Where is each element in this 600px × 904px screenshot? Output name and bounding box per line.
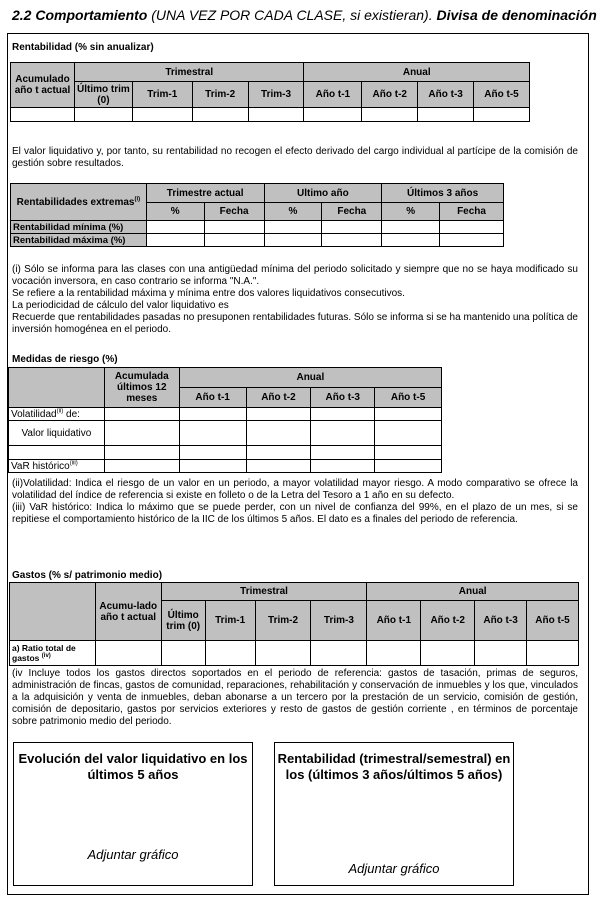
cell-empty — [311, 641, 367, 666]
cell-empty — [311, 421, 375, 446]
section-title-subtitle: (UNA VEZ POR CADA CLASE, si existieran). — [147, 7, 437, 23]
cell-empty — [204, 234, 264, 247]
col-ultimos-3: Últimos 3 años — [382, 184, 504, 203]
cell-empty — [527, 641, 579, 666]
cell-empty — [367, 641, 421, 666]
row-rentabilidad-minima: Rentabilidad mínima (%) — [11, 221, 147, 234]
cell-empty — [104, 446, 179, 460]
row-ratio-gastos — [10, 641, 96, 666]
table-row — [11, 234, 504, 247]
col-anio-5: Año t-5 — [527, 601, 579, 641]
row-volatilidad — [9, 408, 105, 421]
col-trimestre-actual: Trimestre actual — [146, 184, 264, 203]
cell-empty — [179, 421, 246, 446]
gastos-table — [9, 582, 579, 666]
cell-empty — [440, 221, 504, 234]
nota-iii: (iii) VaR histórico: Indica lo máximo que se puede perder, con un nivel de confianza del 99%, en el plazo de un mes, si se repitiese el comportamiento histórico de la IIC de los últimos 5 años. El dato es a finales del periodo de referencia. — [12, 502, 578, 525]
gastos-heading: Gastos (% s/ patrimonio medio) — [12, 570, 163, 581]
col-gastos-empty — [10, 583, 96, 641]
cell-empty — [375, 408, 442, 421]
cell-empty — [255, 641, 311, 666]
col-pct: % — [146, 203, 204, 221]
notas-i — [12, 264, 578, 336]
col-anio-1: Año t-1 — [179, 388, 246, 408]
col-anio-3: Año t-3 — [311, 388, 375, 408]
rentabilidad-heading: Rentabilidad (% sin anualizar) — [12, 42, 154, 53]
nota-valor-liquidativo: El valor liquidativo y, por tanto, su rentabilidad no recogen el efecto derivado del cargo individual al partícipe de la comisión de gestión sobre resultados. — [12, 146, 578, 169]
col-acumulado: Acumulado año t actual — [11, 63, 75, 108]
col-ultimo-trim: Último trim (0) — [74, 82, 132, 108]
cell-empty — [362, 108, 418, 122]
cell-empty — [264, 221, 322, 234]
cell-empty — [375, 421, 442, 446]
cell-empty — [311, 460, 375, 473]
col-riesgo-empty — [9, 368, 105, 408]
cell-empty — [95, 641, 161, 666]
cell-empty — [322, 234, 382, 247]
col-trim-2: Trim-2 — [192, 82, 248, 108]
volatilidad-sup: (ii) — [56, 408, 64, 415]
row-valor-liquidativo: Valor liquidativo — [9, 421, 105, 446]
cell-empty — [418, 108, 474, 122]
row-var-historico — [9, 460, 105, 473]
extremas-table — [10, 183, 504, 247]
col-anio-2: Año t-2 — [362, 82, 418, 108]
grafico-evolucion-title: Evolución del valor liquidativo en los últimos 5 años — [18, 751, 248, 782]
var-sup: (iii) — [69, 460, 78, 467]
col-anio-3: Año t-3 — [475, 601, 527, 641]
col-anual: Anual — [367, 583, 579, 601]
cell-empty — [322, 221, 382, 234]
cell-empty — [204, 221, 264, 234]
section-title — [12, 7, 597, 23]
cell-empty — [146, 221, 204, 234]
cell-empty — [246, 460, 311, 473]
col-trim-1: Trim-1 — [205, 601, 255, 641]
col-anio-2: Año t-2 — [246, 388, 311, 408]
volatilidad-label: Volatilidad — [11, 408, 57, 420]
nota-ii: (ii)Volatilidad: Indica el riesgo de un valor en un periodo, a mayor volatilidad mayor riesgo. A modo comparativo se ofrece la volatilidad del índice de referencia si existe en folleto o de la Letra del Tesoro a 1 año en su defecto. — [12, 478, 578, 501]
cell-empty — [311, 446, 375, 460]
col-anio-1: Año t-1 — [367, 601, 421, 641]
cell-empty — [179, 460, 246, 473]
cell-empty — [9, 446, 105, 460]
col-anio-5: Año t-5 — [375, 388, 442, 408]
grafico-rentabilidad-title: Rentabilidad (trimestral/semestral) en los (últimos 3 años/últimos 5 años) — [277, 751, 511, 782]
col-trim-1: Trim-1 — [132, 82, 192, 108]
cell-empty — [264, 234, 322, 247]
col-pct: % — [264, 203, 322, 221]
table-row — [11, 108, 530, 122]
cell-empty — [11, 108, 75, 122]
table-row — [11, 221, 504, 234]
cell-empty — [382, 221, 440, 234]
table-row — [9, 408, 442, 421]
cell-empty — [104, 408, 179, 421]
adjuntar-grafico-left: Adjuntar gráfico — [87, 847, 179, 862]
cell-empty — [311, 408, 375, 421]
extremas-sup: (i) — [134, 196, 141, 203]
cell-empty — [382, 234, 440, 247]
grafico-evolucion-box — [13, 742, 253, 886]
cell-empty — [74, 108, 132, 122]
col-fecha: Fecha — [322, 203, 382, 221]
nota-i-3: La periodicidad de cálculo del valor liquidativo es — [12, 300, 229, 311]
cell-empty — [375, 460, 442, 473]
col-anio-3: Año t-3 — [418, 82, 474, 108]
table-row — [9, 446, 442, 460]
col-trim-3: Trim-3 — [248, 82, 304, 108]
riesgo-heading: Medidas de riesgo (%) — [12, 354, 118, 365]
cell-empty — [246, 446, 311, 460]
cell-empty — [104, 421, 179, 446]
col-trimestral: Trimestral — [74, 63, 304, 82]
col-extremas — [11, 184, 147, 221]
riesgo-table — [8, 367, 442, 473]
adjuntar-grafico-right: Adjuntar gráfico — [348, 861, 440, 876]
nota-i-2: Se refiere a la rentabilidad máxima y mínima entre dos valores liquidativos consecutivos. — [12, 288, 405, 299]
row-rentabilidad-maxima: Rentabilidad máxima (%) — [11, 234, 147, 247]
cell-empty — [475, 641, 527, 666]
col-anual: Anual — [179, 368, 441, 388]
table-row — [9, 460, 442, 473]
cell-empty — [421, 641, 475, 666]
col-pct: % — [382, 203, 440, 221]
col-trim-2: Trim-2 — [255, 601, 311, 641]
col-ultimo-trim: Último trim (0) — [161, 601, 205, 641]
notas-ii — [12, 478, 578, 526]
cell-empty — [161, 641, 205, 666]
cell-empty — [179, 408, 246, 421]
cell-empty — [246, 421, 311, 446]
volatilidad-de: de: — [63, 408, 80, 420]
cell-empty — [474, 108, 530, 122]
section-number-title: 2.2 Comportamiento — [12, 7, 148, 23]
col-ultimo-anio: Ultimo año — [264, 184, 382, 203]
nota-i-4: Recuerde que rentabilidades pasadas no presuponen rentabilidades futuras. Sólo se informa si se ha mantenido una política de inversión homogénea en el periodo. — [12, 312, 578, 335]
col-trimestral: Trimestral — [161, 583, 367, 601]
nota-i-1: (i) Sólo se informa para las clases con una antigüedad mínima del periodo solicitado y siempre que no se haya modificado su vocación inversora, en caso contrario se informa "N.A.". — [12, 264, 578, 287]
col-acumulada-12: Acumulada últimos 12 meses — [104, 368, 179, 408]
rentabilidad-table — [10, 62, 530, 122]
ratio-sup: (iv) — [41, 653, 51, 660]
section-title-currency: Divisa de denominación — [436, 7, 597, 23]
cell-empty — [304, 108, 362, 122]
cell-empty — [246, 408, 311, 421]
nota-iv: (iv Incluye todos los gastos directos soportados en el periodo de referencia: gastos de tasación, primas de seguros, administración de fincas, gastos de comunidad, reparaciones, rehabilitación y conservación de inmuebles y los que, vinculados a la adquisición y venta de inmuebles, deban abonarse a un tercero por la prestación de un servicio, comisión de gestión, comisión de depositario, gastos por servicios exteriores y resto de gastos de gestión corriente , en términos de porcentaje sobre patrimonio medio del periodo. — [12, 668, 578, 727]
cell-empty — [248, 108, 304, 122]
ratio-label: a) Ratio total de gastos — [12, 643, 76, 663]
col-trim-3: Trim-3 — [311, 601, 367, 641]
col-fecha: Fecha — [204, 203, 264, 221]
cell-empty — [440, 234, 504, 247]
cell-empty — [104, 460, 179, 473]
col-acumulado: Acumu-lado año t actual — [95, 583, 161, 641]
table-row — [10, 641, 579, 666]
extremas-label: Rentabilidades extremas — [16, 196, 135, 208]
cell-empty — [132, 108, 192, 122]
col-anio-2: Año t-2 — [421, 601, 475, 641]
col-anual: Anual — [304, 63, 530, 82]
grafico-rentabilidad-box — [274, 742, 514, 886]
cell-empty — [192, 108, 248, 122]
col-anio-5: Año t-5 — [474, 82, 530, 108]
col-anio-1: Año t-1 — [304, 82, 362, 108]
cell-empty — [205, 641, 255, 666]
table-row — [9, 421, 442, 446]
cell-empty — [375, 446, 442, 460]
cell-empty — [146, 234, 204, 247]
cell-empty — [179, 446, 246, 460]
var-label: VaR histórico — [11, 460, 70, 472]
col-fecha: Fecha — [440, 203, 504, 221]
